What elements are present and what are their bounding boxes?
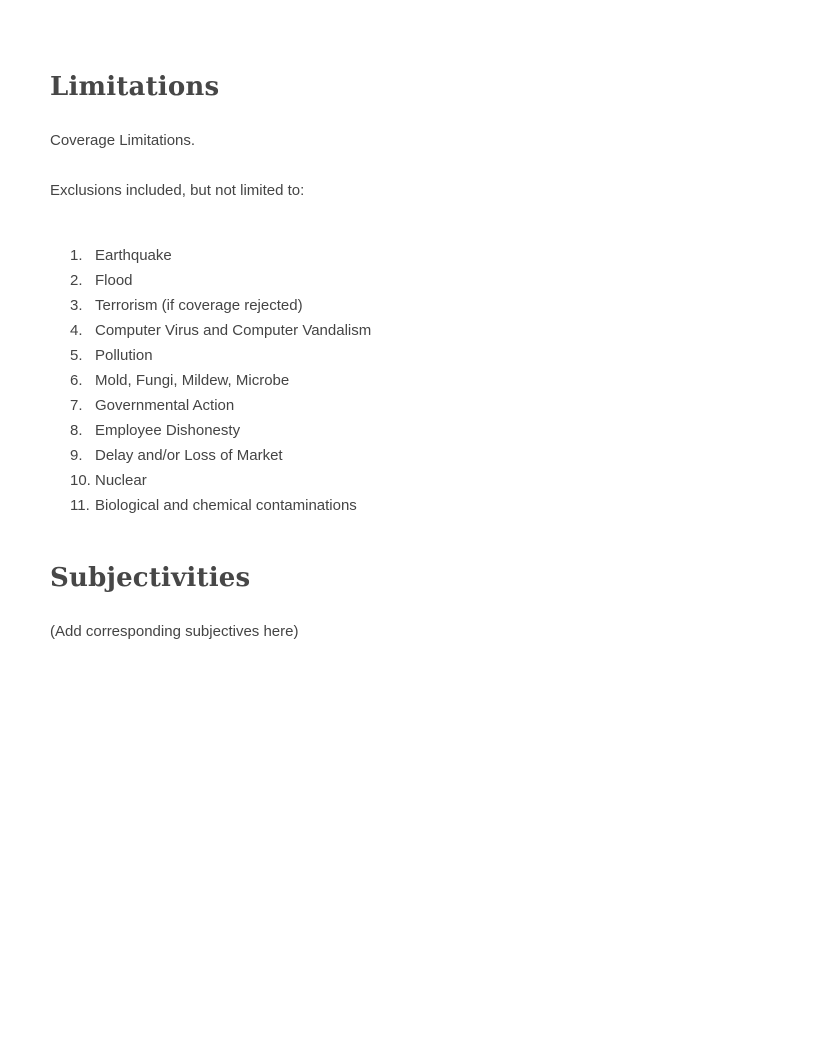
limitations-heading: Limitations (50, 72, 220, 102)
list-item-text: Earthquake (95, 247, 172, 264)
list-item-text: Flood (95, 272, 133, 289)
list-item-number: 2. (70, 272, 83, 289)
list-item-number: 6. (70, 372, 83, 389)
list-item (70, 396, 371, 421)
list-item (70, 421, 371, 446)
list-item-number: 11. (70, 497, 90, 514)
list-item (70, 471, 371, 496)
list-item-number: 7. (70, 397, 83, 414)
list-item-text: Terrorism (if coverage rejected) (95, 297, 303, 314)
list-item (70, 446, 371, 471)
list-item-text: Delay and/or Loss of Market (95, 447, 283, 464)
list-item-number: 10. (70, 472, 91, 489)
list-item-number: 8. (70, 422, 83, 439)
exclusions-intro-text: Exclusions included, but not limited to: (50, 182, 305, 199)
subjectivities-heading: Subjectivities (50, 563, 251, 593)
coverage-limitations-text: Coverage Limitations. (50, 132, 196, 149)
list-item-number: 1. (70, 247, 83, 264)
subjectivities-body-text: (Add corresponding subjectives here) (50, 623, 299, 640)
list-item (70, 321, 371, 346)
list-item-text: Governmental Action (95, 397, 235, 414)
list-item-number: 4. (70, 322, 83, 339)
list-item-number: 3. (70, 297, 83, 314)
list-item-text: Nuclear (95, 472, 147, 489)
list-item (70, 371, 371, 396)
list-item-number: 5. (70, 347, 83, 364)
list-item-text: Pollution (95, 347, 153, 364)
list-item-text: Mold, Fungi, Mildew, Microbe (95, 372, 290, 389)
exclusions-list (70, 246, 371, 521)
list-item (70, 346, 371, 371)
list-item (70, 246, 371, 271)
list-item (70, 271, 371, 296)
list-item-text: Biological and chemical contaminations (95, 497, 357, 514)
list-item (70, 296, 371, 321)
list-item-text: Computer Virus and Computer Vandalism (95, 322, 372, 339)
list-item (70, 496, 371, 521)
list-item-text: Employee Dishonesty (95, 422, 241, 439)
list-item-number: 9. (70, 447, 83, 464)
